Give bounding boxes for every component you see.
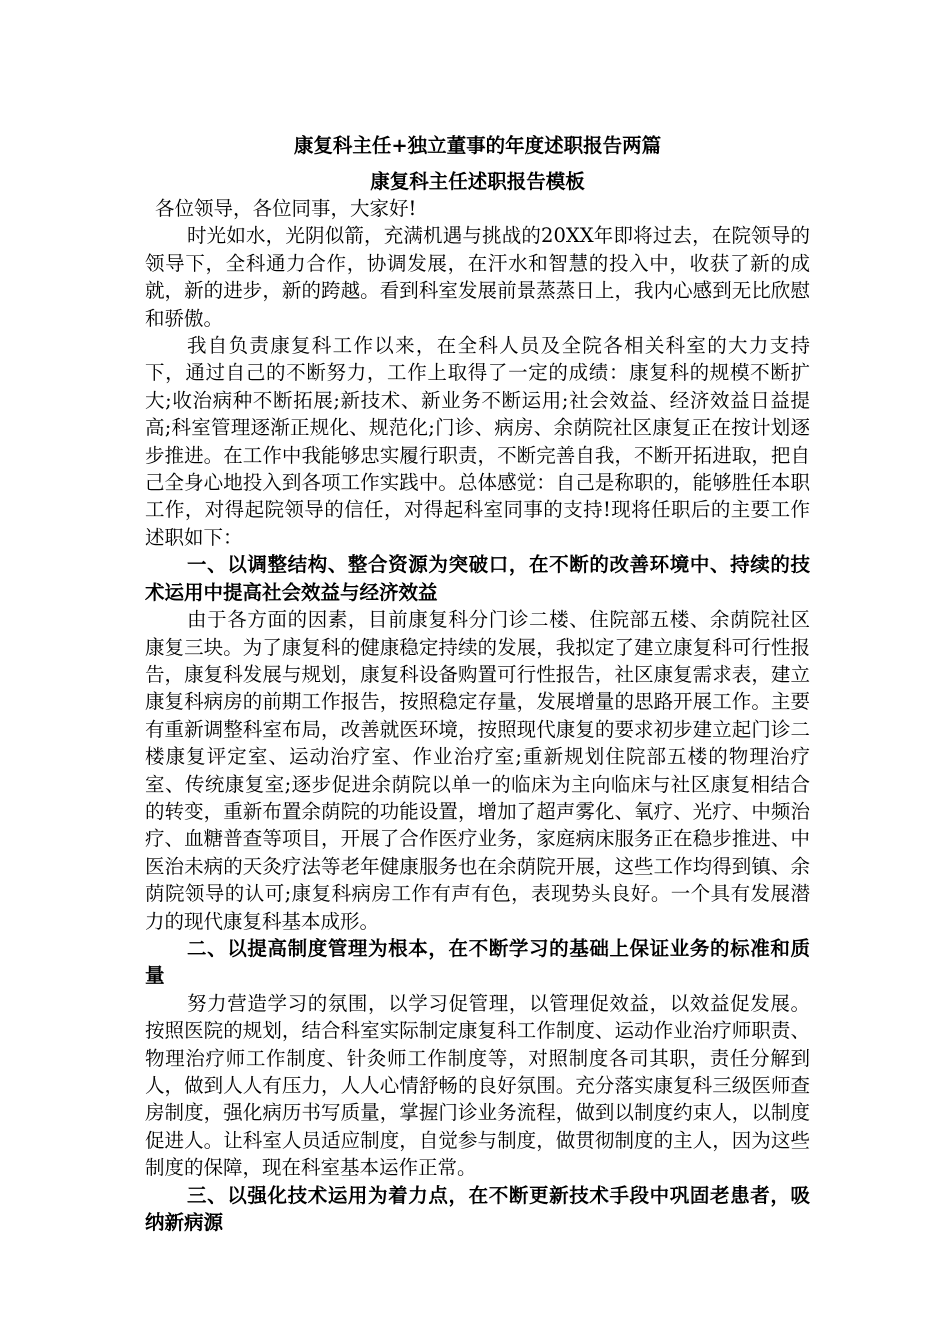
summary-paragraph: 我自负责康复科工作以来，在全科人员及全院各相关科室的大力支持下，通过自己的不断努力，工作上取得了一定的成绩：康复科的规模不断扩大;收治病种不断拓展;新技术、新业务不断运用;社会效益、经济效益日益提高;科室管理逐渐正规化、规范化;门诊、病房、余荫院社区康复正在按计划逐步推进。在工作中我能够忠实履行职责，不断完善自我，不断开拓进取，把自己全身心地投入到各项工作实践中。总体感觉：自己是称职的，能够胜任本职工作，对得起院领导的信任，对得起科室同事的支持!现将任职后的主要工作述职如下： xyxy=(145,334,810,549)
greeting-paragraph: 各位领导，各位同事，大家好! xyxy=(155,197,417,220)
document-page xyxy=(145,132,810,1236)
section-heading-2: 二、以提高制度管理为根本，在不断学习的基础上保证业务的标准和质量 xyxy=(145,936,810,988)
intro-paragraph: 时光如水，光阴似箭，充满机遇与挑战的20XX年即将过去，在院领导的领导下，全科通力合作，协调发展，在汗水和智慧的投入中，收获了新的成就，新的进步，新的跨越。看到科室发展前景蒸蒸日上，我内心感到无比欣慰和骄傲。 xyxy=(145,224,810,330)
section-heading-1: 一、以调整结构、整合资源为突破口，在不断的改善环境中、持续的技术运用中提高社会效益与经济效益 xyxy=(145,553,810,604)
section-heading-3: 三、以强化技术运用为着力点，在不断更新技术手段中巩固老患者，吸纳新病源 xyxy=(145,1183,810,1235)
document-title: 康复科主任+独立董事的年度述职报告两篇 xyxy=(293,134,662,157)
document-subtitle: 康复科主任述职报告模板 xyxy=(370,170,585,193)
section-1-paragraph: 由于各方面的因素，目前康复科分门诊二楼、住院部五楼、余荫院社区康复三块。为了康复科的健康稳定持续的发展，我拟定了建立康复科可行性报告，康复科发展与规划，康复科设备购置可行性报告，社区康复需求表，建立康复科病房的前期工作报告，按照稳定存量，发展增量的思路开展工作。主要有重新调整科室布局，改善就医环境，按照现代康复的要求初步建立起门诊二楼康复评定室、运动治疗室、作业治疗室;重新规划住院部五楼的物理治疗室、传统康复室;逐步促进余荫院以单一的临床为主向临床与社区康复相结合的转变，重新布置余荫院的功能设置，增加了超声雾化、氧疗、光疗、中频治疗、血糖普查等项目，开展了合作医疗业务，家庭病床服务正在稳步推进、中医治未病的天灸疗法等老年健康服务也在余荫院开展，这些工作均得到镇、余荫院领导的认可;康复科病房工作有声有色，表现势头良好。一个具有发展潜力的现代康复科基本成形。 xyxy=(145,608,810,933)
section-2-paragraph: 努力营造学习的氛围，以学习促管理，以管理促效益，以效益促发展。按照医院的规划，结合科室实际制定康复科工作制度、运动作业治疗师职责、物理治疗师工作制度、针灸师工作制度等，对照制度各司其职，责任分解到人，做到人人有压力，人人心情舒畅的良好氛围。充分落实康复科三级医师查房制度，强化病历书写质量，掌握门诊业务流程，做到以制度约束人，以制度促进人。让科室人员适应制度，自觉参与制度，做贯彻制度的主人，因为这些制度的保障，现在科室基本运作正常。 xyxy=(145,991,810,1180)
